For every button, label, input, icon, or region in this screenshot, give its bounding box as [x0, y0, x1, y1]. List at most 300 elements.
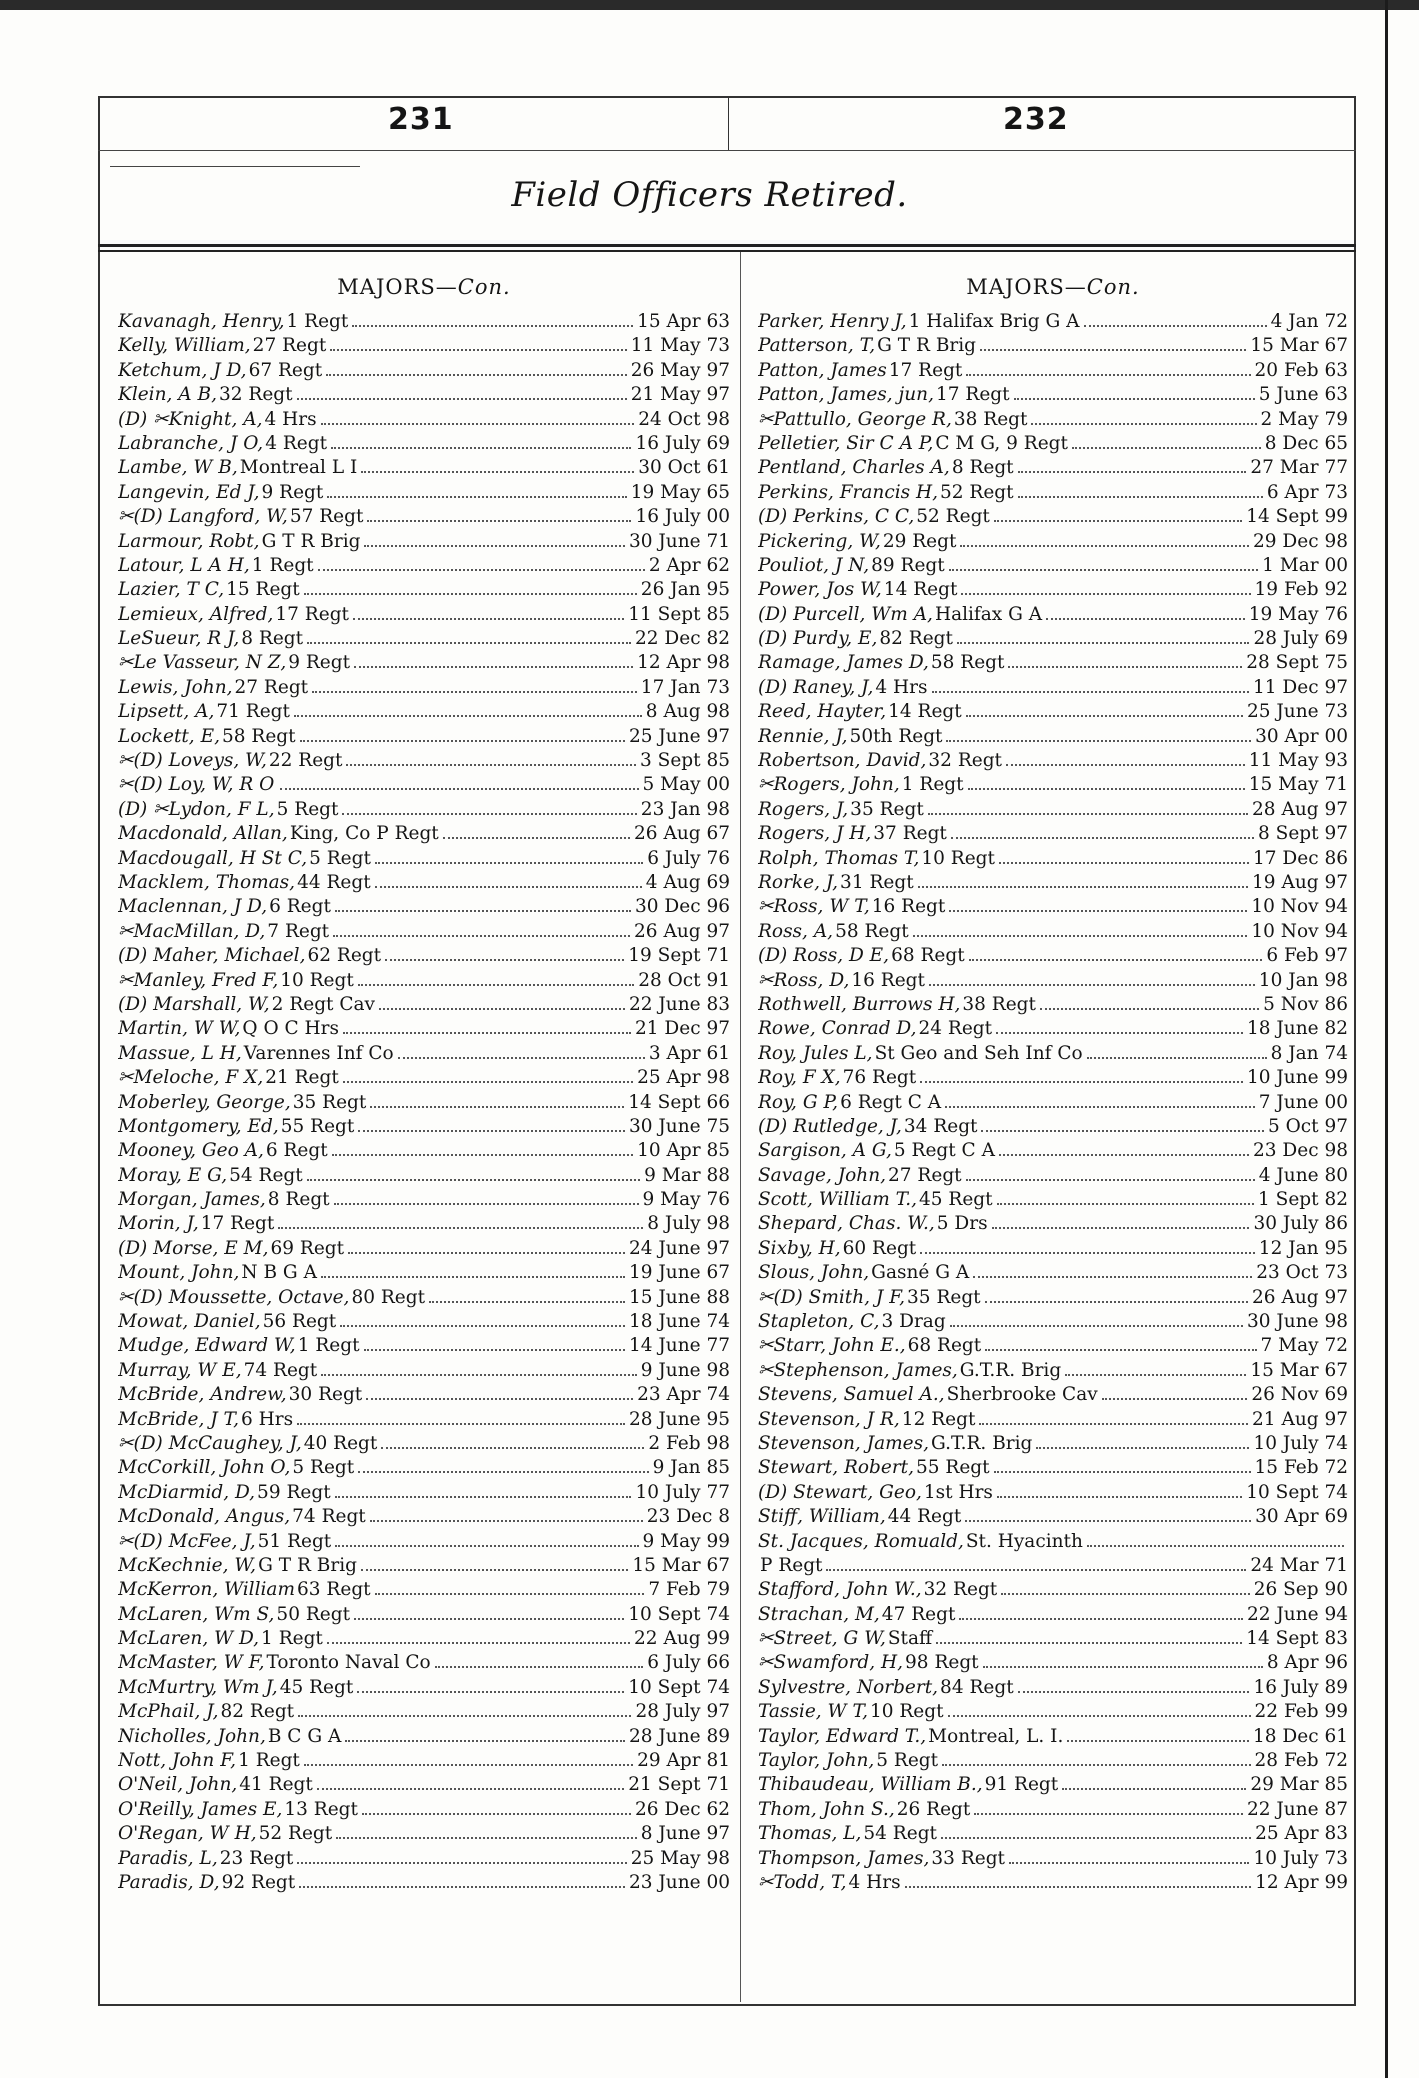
officer-name: Nott, John F, — [118, 1750, 237, 1772]
dot-leader — [364, 545, 625, 547]
officer-name: Klein, A B, — [118, 384, 217, 406]
retirement-date: 24 June 97 — [628, 1237, 730, 1259]
officer-name: Savage, John, — [758, 1164, 887, 1186]
officer-unit: Staff — [887, 1628, 933, 1650]
officer-entry — [118, 1188, 730, 1212]
retirement-date: 22 Feb 99 — [1254, 1701, 1348, 1723]
officer-unit: Gasné G A — [871, 1262, 970, 1284]
officer-unit: 9 Regt — [261, 481, 324, 503]
officer-unit: 37 Regt — [873, 823, 947, 845]
retirement-date: 8 Sept 97 — [1258, 823, 1348, 845]
dot-leader — [333, 935, 630, 937]
retirement-date: 30 June 75 — [628, 1115, 730, 1137]
officer-unit: 29 Regt — [882, 530, 957, 552]
officer-name: McLaren, Wm S, — [118, 1603, 275, 1625]
dot-leader — [297, 1423, 625, 1425]
retirement-date: 22 Dec 82 — [635, 628, 730, 650]
retirement-date: 21 Aug 97 — [1252, 1408, 1348, 1430]
retirement-date: 26 Sep 90 — [1253, 1579, 1348, 1601]
retirement-date: 17 Dec 86 — [1253, 847, 1348, 869]
retirement-date: 8 July 98 — [647, 1213, 730, 1235]
retirement-date: 9 Jan 85 — [652, 1457, 730, 1479]
officer-entry — [758, 1773, 1348, 1797]
dot-leader — [1046, 618, 1245, 620]
dot-leader — [367, 520, 631, 522]
retirement-date: 26 May 97 — [630, 359, 730, 381]
officer-name: Stiff, William, — [758, 1506, 886, 1528]
officer-unit: 55 Regt — [915, 1457, 990, 1479]
retirement-date: 15 May 71 — [1248, 774, 1348, 796]
page-number-left: 231 — [388, 102, 454, 137]
officer-entry — [758, 1578, 1348, 1602]
officer-entry — [758, 1286, 1348, 1310]
officer-unit: 38 Regt — [962, 993, 1036, 1015]
officer-unit: Toronto Naval Co — [266, 1652, 431, 1674]
retirement-date: 3 Sept 85 — [640, 750, 730, 772]
dot-leader — [1036, 1447, 1249, 1449]
officer-unit: P Regt — [760, 1554, 823, 1576]
officer-name: Patterson, T, — [758, 335, 876, 357]
retirement-date: 22 June 87 — [1246, 1798, 1348, 1820]
officer-unit: 74 Regt — [243, 1359, 318, 1381]
officer-unit: 27 Regt — [252, 335, 327, 357]
left-heading-text: MAJORS— — [337, 275, 458, 299]
page-number-rule — [98, 150, 1356, 151]
officer-entry — [758, 554, 1348, 578]
officer-entry — [758, 603, 1348, 627]
officer-name: Massue, L H, — [118, 1042, 242, 1064]
officer-unit: 62 Regt — [307, 945, 382, 967]
retirement-date: 10 Jan 98 — [1258, 969, 1348, 991]
dot-leader — [381, 1447, 644, 1449]
dot-leader — [936, 1642, 1242, 1644]
officer-name: Thomas, L, — [758, 1823, 862, 1845]
officer-unit: 17 Regt — [275, 603, 349, 625]
dot-leader — [326, 374, 627, 376]
dot-leader — [435, 1666, 644, 1668]
officer-unit: 52 Regt — [916, 506, 990, 528]
officer-unit: Montreal L I — [239, 457, 358, 479]
officer-unit: 27 Regt — [888, 1164, 962, 1186]
officer-unit: 10 Regt — [921, 847, 995, 869]
dot-leader — [343, 1081, 633, 1083]
dot-leader — [304, 1764, 633, 1766]
officer-entry — [758, 676, 1348, 700]
dot-leader — [336, 1837, 637, 1839]
officer-entry — [118, 1603, 730, 1627]
officer-entry — [758, 993, 1348, 1017]
retirement-date: 19 Sept 71 — [628, 945, 730, 967]
officer-entry — [118, 1091, 730, 1115]
retirement-date: 22 June 83 — [628, 993, 730, 1015]
officer-unit: St. Hyacinth — [965, 1530, 1083, 1552]
officer-entry — [118, 969, 730, 993]
officer-name: Maclennan, J D, — [118, 896, 268, 918]
officer-name: Thibaudeau, William B., — [758, 1774, 983, 1796]
dot-leader — [928, 813, 1248, 815]
retirement-date: 10 June 99 — [1246, 1067, 1348, 1089]
left-heading-con: Con. — [457, 275, 511, 299]
retirement-date: 12 Jan 95 — [1258, 1237, 1348, 1259]
dot-leader — [330, 349, 626, 351]
officer-entry — [758, 822, 1348, 846]
officer-name: Rennie, J, — [758, 725, 848, 747]
retirement-date: 25 June 73 — [1246, 701, 1348, 723]
officer-entry — [118, 359, 730, 383]
dot-leader — [294, 715, 642, 717]
dot-leader — [375, 862, 643, 864]
officer-unit: 50th Regt — [849, 725, 943, 747]
retirement-date: 19 June 67 — [628, 1262, 730, 1284]
officer-unit: 3 Drag — [881, 1311, 946, 1333]
retirement-date: 10 Nov 94 — [1251, 896, 1348, 918]
officer-entry — [758, 1603, 1348, 1627]
retirement-date: 28 June 95 — [628, 1408, 730, 1430]
officer-name: Ramage, James D, — [758, 652, 929, 674]
officer-name: ✂Todd, T, — [758, 1872, 847, 1893]
dot-leader — [358, 1130, 625, 1132]
officer-unit: 4 Hrs — [875, 676, 928, 698]
officer-unit: 1st Hrs — [923, 1481, 993, 1503]
officer-name: (D) Maher, Michael, — [118, 945, 306, 967]
officer-entry — [118, 1359, 730, 1383]
officer-entry — [758, 1408, 1348, 1432]
dot-leader — [1031, 423, 1256, 425]
officer-entry — [118, 1847, 730, 1871]
retirement-date: 29 Apr 81 — [637, 1750, 730, 1772]
officer-unit: B C G A — [267, 1725, 342, 1747]
officer-name: Sixby, H, — [758, 1237, 841, 1259]
officer-name: Roy, F X, — [758, 1067, 841, 1089]
officer-unit: 50 Regt — [276, 1603, 350, 1625]
short-rule — [110, 166, 360, 167]
retirement-date: 4 Jan 72 — [1270, 311, 1348, 332]
officer-entry — [758, 651, 1348, 675]
officer-name: Taylor, Edward T., — [758, 1725, 927, 1747]
officer-name: (D) ✂Knight, A, — [118, 408, 263, 430]
retirement-date: 16 July 89 — [1253, 1676, 1348, 1698]
officer-unit: 7 Regt — [267, 920, 330, 942]
officer-unit: 27 Regt — [234, 676, 309, 698]
dot-leader — [300, 740, 625, 742]
binding-edge — [1385, 0, 1388, 2078]
retirement-date: 11 Sept 85 — [628, 603, 730, 625]
retirement-date: 23 Dec 98 — [1253, 1140, 1348, 1162]
dot-leader — [317, 1788, 624, 1790]
officer-name: Stafford, John W., — [758, 1579, 922, 1601]
officer-name: Montgomery, Ed, — [118, 1115, 279, 1137]
officer-name: Rowe, Conrad D, — [758, 1018, 917, 1040]
officer-unit: 10 Regt — [280, 969, 354, 991]
officer-entry — [118, 651, 730, 675]
officer-unit: 16 Regt — [871, 896, 946, 918]
retirement-date: 16 July 00 — [635, 506, 730, 528]
officer-entry — [758, 383, 1348, 407]
dot-leader — [966, 374, 1250, 376]
officer-unit: C M G, 9 Regt — [935, 432, 1068, 454]
officer-entry — [758, 773, 1348, 797]
dot-leader — [327, 496, 626, 498]
retirement-date: 2 Feb 98 — [648, 1432, 730, 1454]
officer-unit: 47 Regt — [881, 1603, 956, 1625]
dot-leader — [321, 423, 635, 425]
officer-entry — [118, 700, 730, 724]
officer-name: Roy, Jules L, — [758, 1042, 873, 1064]
dot-leader — [929, 984, 1255, 986]
officer-entry — [118, 847, 730, 871]
page-number-divider — [728, 96, 729, 150]
officer-unit: 67 Regt — [248, 359, 323, 381]
retirement-date: 28 July 69 — [1253, 628, 1348, 650]
officer-entry — [118, 1017, 730, 1041]
officer-unit: Halifax G A — [934, 603, 1043, 625]
retirement-date: 15 June 88 — [628, 1286, 730, 1308]
officer-entry — [758, 1627, 1348, 1651]
officer-entry — [758, 1481, 1348, 1505]
officer-name: ✂(D) Loy, W, R O — [118, 774, 275, 796]
officer-unit: 51 Regt — [257, 1530, 332, 1552]
retirement-date: 12 Apr 99 — [1255, 1872, 1348, 1893]
officer-unit: 13 Regt — [284, 1798, 358, 1820]
retirement-date: 15 Mar 67 — [1250, 335, 1348, 357]
officer-entry — [758, 920, 1348, 944]
dot-leader — [352, 325, 633, 327]
dot-leader — [340, 1325, 625, 1327]
officer-entry — [758, 871, 1348, 895]
officer-unit: 35 Regt — [850, 798, 924, 820]
officer-name: Stevenson, J R, — [758, 1408, 900, 1430]
officer-entry — [118, 481, 730, 505]
officer-name: McBride, J T, — [118, 1408, 240, 1430]
officer-entry — [118, 920, 730, 944]
officer-name: Pickering, W, — [758, 530, 881, 552]
officer-name: Macdougall, H St C, — [118, 847, 308, 869]
officer-name: Stewart, Robert, — [758, 1457, 914, 1479]
officer-entry — [758, 725, 1348, 749]
retirement-date: 5 Oct 97 — [1267, 1115, 1348, 1137]
officer-entry — [118, 944, 730, 968]
officer-unit: 6 Hrs — [241, 1408, 294, 1430]
dot-leader — [334, 1203, 639, 1205]
officer-unit: 1 Halifax Brig G A — [908, 311, 1080, 332]
dot-leader — [973, 1276, 1252, 1278]
dot-leader — [1087, 1057, 1267, 1059]
retirement-date: 10 July 74 — [1253, 1432, 1348, 1454]
officer-unit: 44 Regt — [887, 1506, 962, 1528]
officer-name: Thom, John S., — [758, 1798, 895, 1820]
dot-leader — [969, 959, 1263, 961]
officer-entry — [758, 1212, 1348, 1236]
officer-entry — [118, 798, 730, 822]
retirement-date: 26 Aug 67 — [634, 823, 730, 845]
left-column — [118, 270, 730, 1895]
officer-unit: 12 Regt — [901, 1408, 976, 1430]
retirement-date: 8 Jan 74 — [1270, 1042, 1348, 1064]
officer-name: Stevenson, James, — [758, 1432, 929, 1454]
officer-unit: 82 Regt — [220, 1701, 295, 1723]
dot-leader — [979, 1423, 1248, 1425]
officer-name: ✂Ross, D, — [758, 969, 850, 991]
officer-entry — [118, 676, 730, 700]
officer-entry — [758, 895, 1348, 919]
officer-name: Tassie, W T, — [758, 1701, 868, 1723]
retirement-date: 5 Nov 86 — [1263, 993, 1348, 1015]
officer-entry — [118, 1310, 730, 1334]
officer-entry — [118, 725, 730, 749]
officer-unit: 4 Regt — [265, 432, 328, 454]
officer-name: Paradis, D, — [118, 1872, 220, 1893]
retirement-date: 28 June 89 — [628, 1725, 730, 1747]
officer-unit: 6 Regt C A — [840, 1091, 942, 1113]
officer-entry — [118, 1383, 730, 1407]
retirement-date: 10 July 73 — [1253, 1847, 1348, 1869]
officer-entry — [118, 1700, 730, 1724]
officer-name: ✂Ross, W T, — [758, 896, 870, 918]
officer-entry — [118, 993, 730, 1017]
officer-name: McPhail, J, — [118, 1701, 219, 1723]
retirement-date: 25 Apr 98 — [637, 1067, 730, 1089]
retirement-date: 2 Apr 62 — [648, 554, 730, 576]
officer-entry — [118, 749, 730, 773]
retirement-date: 10 Sept 74 — [628, 1676, 730, 1698]
officer-entry — [758, 1042, 1348, 1066]
officer-unit: 2 Regt Cav — [271, 993, 375, 1015]
dot-leader — [980, 349, 1246, 351]
dot-leader — [304, 593, 637, 595]
officer-entry — [758, 1164, 1348, 1188]
dot-leader — [429, 1301, 625, 1303]
officer-unit: 6 Regt — [269, 896, 331, 918]
dot-leader — [948, 1715, 1251, 1717]
officer-entry — [118, 1554, 730, 1578]
officer-entry — [118, 1115, 730, 1139]
officer-entry — [758, 627, 1348, 651]
officer-entry — [758, 1237, 1348, 1261]
officer-entry — [758, 1261, 1348, 1285]
officer-name: (D) Stewart, Geo, — [758, 1481, 922, 1503]
dot-leader — [366, 1398, 633, 1400]
officer-entry — [118, 1773, 730, 1797]
dot-leader — [966, 1179, 1255, 1181]
officer-entry — [758, 969, 1348, 993]
dot-leader — [345, 1740, 625, 1742]
officer-name: Power, Jos W, — [758, 579, 882, 601]
dot-leader — [298, 1715, 631, 1717]
retirement-date: 9 May 99 — [642, 1530, 730, 1552]
retirement-date: 23 June 00 — [628, 1872, 730, 1893]
dot-leader — [965, 1520, 1251, 1522]
column-divider — [740, 252, 741, 2002]
dot-leader — [278, 1227, 643, 1229]
retirement-date: 28 Oct 91 — [638, 969, 730, 991]
retirement-date: 19 Aug 97 — [1252, 871, 1348, 893]
officer-name: ✂Stephenson, James, — [758, 1359, 958, 1381]
officer-name: Lockett, E, — [118, 725, 220, 747]
dot-leader — [375, 886, 642, 888]
retirement-date: 14 Sept 99 — [1246, 506, 1348, 528]
officer-name: (D) Ross, D E, — [758, 945, 890, 967]
dot-leader — [997, 1203, 1254, 1205]
retirement-date: 28 Feb 72 — [1254, 1750, 1348, 1772]
officer-entry — [758, 1798, 1348, 1822]
retirement-date: 24 Oct 98 — [638, 408, 730, 430]
dot-leader — [949, 569, 1258, 571]
officer-name: Sylvestre, Norbert, — [758, 1676, 939, 1698]
retirement-date: 8 June 97 — [640, 1823, 730, 1845]
officer-entry — [118, 1139, 730, 1163]
retirement-date: 21 Sept 71 — [628, 1774, 730, 1796]
officer-unit: 91 Regt — [984, 1774, 1059, 1796]
officer-entry — [118, 1212, 730, 1236]
right-heading-text: MAJORS— — [966, 275, 1087, 299]
officer-entry — [758, 1749, 1348, 1773]
officer-name: St. Jacques, Romuald, — [758, 1530, 964, 1552]
officer-name: Roy, G P, — [758, 1091, 839, 1113]
officer-unit: 98 Regt — [905, 1652, 979, 1674]
retirement-date: 26 Nov 69 — [1251, 1384, 1348, 1406]
retirement-date: 25 Apr 83 — [1255, 1823, 1348, 1845]
officer-entry — [758, 1700, 1348, 1724]
dot-leader — [994, 1471, 1251, 1473]
officer-name: (D) Perkins, C C, — [758, 506, 915, 528]
right-column — [758, 270, 1348, 1895]
officer-unit: 8 Regt — [267, 1189, 330, 1211]
dot-leader — [307, 642, 631, 644]
officer-unit: 4 Hrs — [264, 408, 317, 430]
dot-leader — [370, 1106, 624, 1108]
dot-leader — [966, 715, 1243, 717]
officer-entry — [758, 1359, 1348, 1383]
dot-leader — [920, 1252, 1255, 1254]
officer-entry — [118, 334, 730, 358]
dot-leader — [398, 1057, 645, 1059]
officer-name: Moberley, George, — [118, 1091, 291, 1113]
dot-leader — [354, 666, 633, 668]
dot-leader — [941, 1837, 1251, 1839]
dot-leader — [1009, 1862, 1249, 1864]
officer-name: Mount, John, — [118, 1262, 240, 1284]
dot-leader — [1018, 471, 1247, 473]
officer-name: (D) Purcell, Wm A, — [758, 603, 933, 625]
officer-name: ✂Manley, Fred F, — [118, 969, 279, 991]
right-column-heading — [758, 270, 1348, 304]
officer-name: ✂(D) McFee, J, — [118, 1530, 256, 1552]
dot-leader — [280, 788, 638, 790]
dot-leader — [312, 691, 637, 693]
dot-leader — [297, 398, 627, 400]
officer-unit: 17 Regt — [935, 384, 1010, 406]
officer-unit: 35 Regt — [292, 1091, 367, 1113]
officer-unit: 38 Regt — [953, 408, 1028, 430]
retirement-date: 19 May 76 — [1248, 603, 1348, 625]
dot-leader — [1067, 1740, 1249, 1742]
officer-unit: 41 Regt — [239, 1774, 313, 1796]
officer-unit: 17 Regt — [200, 1213, 275, 1235]
dot-leader — [297, 1862, 626, 1864]
dot-leader — [299, 1886, 625, 1888]
officer-unit: N B G A — [241, 1262, 317, 1284]
dot-leader — [949, 910, 1247, 912]
dot-leader — [318, 569, 645, 571]
dot-leader — [826, 1569, 1246, 1571]
retirement-date: 18 June 82 — [1246, 1018, 1348, 1040]
officer-unit: 56 Regt — [262, 1311, 337, 1333]
dot-leader — [999, 862, 1249, 864]
page-number-bar — [98, 96, 1356, 148]
dot-leader — [331, 447, 631, 449]
officer-name: Ketchum, J D, — [118, 359, 247, 381]
dot-leader — [920, 1081, 1243, 1083]
